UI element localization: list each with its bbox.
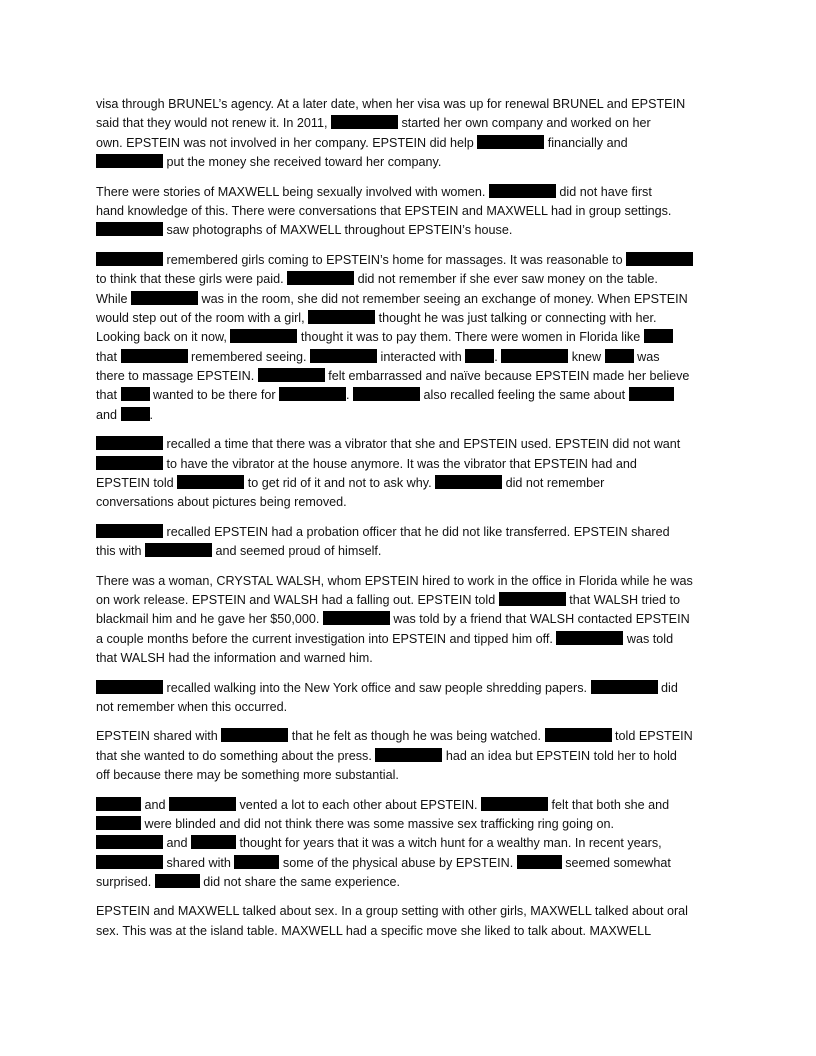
text-segment: was in the room, she did not remember seeing an exchange of money. When EPSTEIN xyxy=(198,291,688,306)
text-segment: to get rid of it and not to ask why. xyxy=(244,476,436,491)
text-segment: hand knowledge of this. There were conversations that EPSTEIN and MAXWELL had in group settings. xyxy=(96,203,672,218)
text-segment: recalled walking into the New York office and saw people shredding papers. xyxy=(163,680,591,695)
redaction-block xyxy=(501,349,568,363)
text-segment: wanted to be there for xyxy=(149,388,280,403)
text-segment: blackmail him and he gave her $50,000. xyxy=(96,612,323,627)
paragraph xyxy=(96,796,724,893)
text-line xyxy=(96,679,724,698)
text-line xyxy=(96,698,724,717)
text-segment: Looking back on it now, xyxy=(96,330,231,345)
text-line xyxy=(96,367,724,386)
text-line xyxy=(96,542,724,561)
text-segment: not remember when this occurred. xyxy=(96,699,288,714)
text-segment: that WALSH tried to xyxy=(565,592,681,607)
text-segment: thought it was to pay them. There were women in Florida like xyxy=(297,330,644,345)
redaction-block xyxy=(331,115,398,129)
redaction-block xyxy=(477,135,544,149)
redaction-block xyxy=(234,855,279,869)
text-segment: told EPSTEIN xyxy=(611,729,693,744)
text-segment: started her own company and worked on her xyxy=(398,116,651,131)
redaction-block xyxy=(96,797,141,811)
text-segment: said that they would not renew it. In 2011, xyxy=(96,116,331,131)
text-segment: a couple months before the current investigation into EPSTEIN and tipped him off. xyxy=(96,631,557,646)
text-line xyxy=(96,766,724,785)
redaction-block xyxy=(96,436,163,450)
text-line xyxy=(96,523,724,542)
redaction-block xyxy=(96,252,163,266)
redaction-block xyxy=(375,748,442,762)
text-segment: thought for years that it was a witch hunt for a wealthy man. In recent years, xyxy=(236,836,662,851)
text-segment: to think that these girls were paid. xyxy=(96,272,288,287)
paragraph xyxy=(96,727,724,785)
redaction-block xyxy=(644,329,673,343)
text-segment: there to massage EPSTEIN. xyxy=(96,369,258,384)
text-segment: and xyxy=(163,836,192,851)
redaction-block xyxy=(230,329,297,343)
text-line xyxy=(96,796,724,815)
text-segment: vented a lot to each other about EPSTEIN. xyxy=(236,797,482,812)
text-segment: was xyxy=(633,349,660,364)
redaction-block xyxy=(191,835,236,849)
text-segment: that WALSH had the information and warned him. xyxy=(96,651,373,666)
redaction-block xyxy=(155,874,200,888)
paragraph xyxy=(96,435,724,513)
text-line xyxy=(96,134,724,153)
redaction-block xyxy=(258,368,325,382)
text-line xyxy=(96,854,724,873)
text-segment: would step out of the room with a girl, xyxy=(96,310,309,325)
redaction-block xyxy=(545,728,612,742)
text-line xyxy=(96,270,724,289)
text-segment: put the money she received toward her company. xyxy=(163,155,442,170)
text-line xyxy=(96,815,724,834)
redaction-block xyxy=(279,387,346,401)
text-segment: recalled EPSTEIN had a probation officer that he did not like transferred. EPSTEIN shared xyxy=(163,524,670,539)
text-line xyxy=(96,610,724,629)
redaction-block xyxy=(556,631,623,645)
redaction-block xyxy=(310,349,377,363)
redaction-block xyxy=(353,387,420,401)
redaction-block xyxy=(96,154,163,168)
text-line xyxy=(96,572,724,591)
text-segment: shared with xyxy=(163,855,235,870)
text-line xyxy=(96,591,724,610)
text-segment: saw photographs of MAXWELL throughout EPSTEIN’s house. xyxy=(163,223,513,238)
text-segment: conversations about pictures being removed. xyxy=(96,495,347,510)
text-line xyxy=(96,309,724,328)
text-segment: did xyxy=(657,680,678,695)
paragraph xyxy=(96,251,724,426)
text-segment: on work release. EPSTEIN and WALSH had a falling out. EPSTEIN told xyxy=(96,592,499,607)
redaction-block xyxy=(465,349,494,363)
redaction-block xyxy=(121,407,150,421)
text-segment: There were stories of MAXWELL being sexually involved with women. xyxy=(96,184,489,199)
text-line xyxy=(96,922,724,941)
redaction-block xyxy=(177,475,244,489)
text-segment: did not share the same experience. xyxy=(199,875,401,890)
text-segment: EPSTEIN shared with xyxy=(96,729,222,744)
text-line xyxy=(96,95,724,114)
text-segment: . xyxy=(494,349,502,364)
redaction-block xyxy=(131,291,198,305)
text-segment: did not remember xyxy=(502,476,605,491)
redaction-block xyxy=(221,728,288,742)
redaction-block xyxy=(96,524,163,538)
text-segment: and xyxy=(96,407,121,422)
redaction-block xyxy=(323,611,390,625)
text-segment: felt embarrassed and naïve because EPSTEIN made her believe xyxy=(324,369,690,384)
text-segment: was told xyxy=(623,631,674,646)
paragraph xyxy=(96,679,724,718)
redaction-block xyxy=(629,387,674,401)
text-segment: thought he was just talking or connecting with her. xyxy=(375,310,657,325)
text-segment: that she wanted to do something about the press. xyxy=(96,748,376,763)
redaction-block xyxy=(96,680,163,694)
redaction-block xyxy=(308,310,375,324)
text-segment: and xyxy=(141,797,170,812)
text-line xyxy=(96,834,724,853)
paragraph xyxy=(96,523,724,562)
text-segment: to have the vibrator at the house anymore. It was the vibrator that EPSTEIN had and xyxy=(163,456,637,471)
text-line xyxy=(96,435,724,454)
text-segment: own. EPSTEIN was not involved in her company. EPSTEIN did help xyxy=(96,135,478,150)
text-segment: sex. This was at the island table. MAXWELL had a specific move she liked to talk about. MAXWELL xyxy=(96,923,652,938)
text-line xyxy=(96,328,724,347)
text-segment: . xyxy=(149,407,154,422)
text-segment: and seemed proud of himself. xyxy=(212,544,382,559)
text-line xyxy=(96,221,724,240)
redaction-block xyxy=(169,797,236,811)
text-segment: off because there may be something more substantial. xyxy=(96,768,399,783)
document-page xyxy=(96,95,724,951)
redaction-block xyxy=(96,816,141,830)
paragraph xyxy=(96,572,724,669)
paragraph xyxy=(96,95,724,173)
text-line xyxy=(96,493,724,512)
text-line xyxy=(96,114,724,133)
text-segment: EPSTEIN told xyxy=(96,476,178,491)
text-segment: were blinded and did not think there was some massive sex trafficking ring going on. xyxy=(141,816,614,831)
text-line xyxy=(96,290,724,309)
text-line xyxy=(96,455,724,474)
text-segment: visa through BRUNEL’s agency. At a later date, when her visa was up for renewal BRUNEL and EPSTEIN xyxy=(96,97,686,111)
redaction-block xyxy=(481,797,548,811)
redaction-block xyxy=(517,855,562,869)
text-line xyxy=(96,649,724,668)
redaction-block xyxy=(96,456,163,470)
text-segment: interacted with xyxy=(377,349,466,364)
redaction-block xyxy=(605,349,634,363)
text-segment: did not remember if she ever saw money on the table. xyxy=(354,272,658,287)
text-segment: this with xyxy=(96,544,145,559)
redaction-block xyxy=(287,271,354,285)
redaction-block xyxy=(626,252,693,266)
text-segment: There was a woman, CRYSTAL WALSH, whom EPSTEIN hired to work in the office in Florida while he was xyxy=(96,573,693,588)
text-line xyxy=(96,406,724,425)
redaction-block xyxy=(591,680,658,694)
text-segment: did not have first xyxy=(555,184,652,199)
text-line xyxy=(96,183,724,202)
redaction-block xyxy=(489,184,556,198)
text-line xyxy=(96,873,724,892)
text-segment: remembered girls coming to EPSTEIN’s home for massages. It was reasonable to xyxy=(163,252,627,267)
text-segment: that he felt as though he was being watched. xyxy=(288,729,545,744)
redaction-block xyxy=(96,855,163,869)
text-segment: recalled a time that there was a vibrator that she and EPSTEIN used. EPSTEIN did not want xyxy=(163,437,681,452)
text-segment: had an idea but EPSTEIN told her to hold xyxy=(442,748,677,763)
text-line xyxy=(96,386,724,405)
text-segment: some of the physical abuse by EPSTEIN. xyxy=(279,855,517,870)
text-segment: surprised. xyxy=(96,875,155,890)
text-segment: that xyxy=(96,388,121,403)
paragraph xyxy=(96,183,724,241)
text-line xyxy=(96,202,724,221)
redaction-block xyxy=(96,222,163,236)
redaction-block xyxy=(96,835,163,849)
redaction-block xyxy=(145,543,212,557)
text-segment: knew xyxy=(568,349,605,364)
text-line xyxy=(96,747,724,766)
text-line xyxy=(96,348,724,367)
redaction-block xyxy=(121,349,188,363)
text-segment: was told by a friend that WALSH contacted EPSTEIN xyxy=(389,612,690,627)
text-segment: also recalled feeling the same about xyxy=(420,388,629,403)
text-segment: financially and xyxy=(544,135,628,150)
redaction-block xyxy=(499,592,566,606)
text-line xyxy=(96,630,724,649)
text-segment: . xyxy=(346,388,354,403)
text-segment: felt that both she and xyxy=(548,797,670,812)
text-segment: While xyxy=(96,291,131,306)
text-line xyxy=(96,727,724,746)
paragraph xyxy=(96,902,724,941)
text-line xyxy=(96,474,724,493)
redaction-block xyxy=(121,387,150,401)
text-line xyxy=(96,251,724,270)
text-segment: EPSTEIN and MAXWELL talked about sex. In a group setting with other girls, MAXWELL talked about oral xyxy=(96,904,688,919)
text-line xyxy=(96,153,724,172)
text-line xyxy=(96,902,724,921)
redaction-block xyxy=(435,475,502,489)
text-segment: remembered seeing. xyxy=(187,349,311,364)
text-segment: seemed somewhat xyxy=(561,855,671,870)
text-segment: that xyxy=(96,349,121,364)
